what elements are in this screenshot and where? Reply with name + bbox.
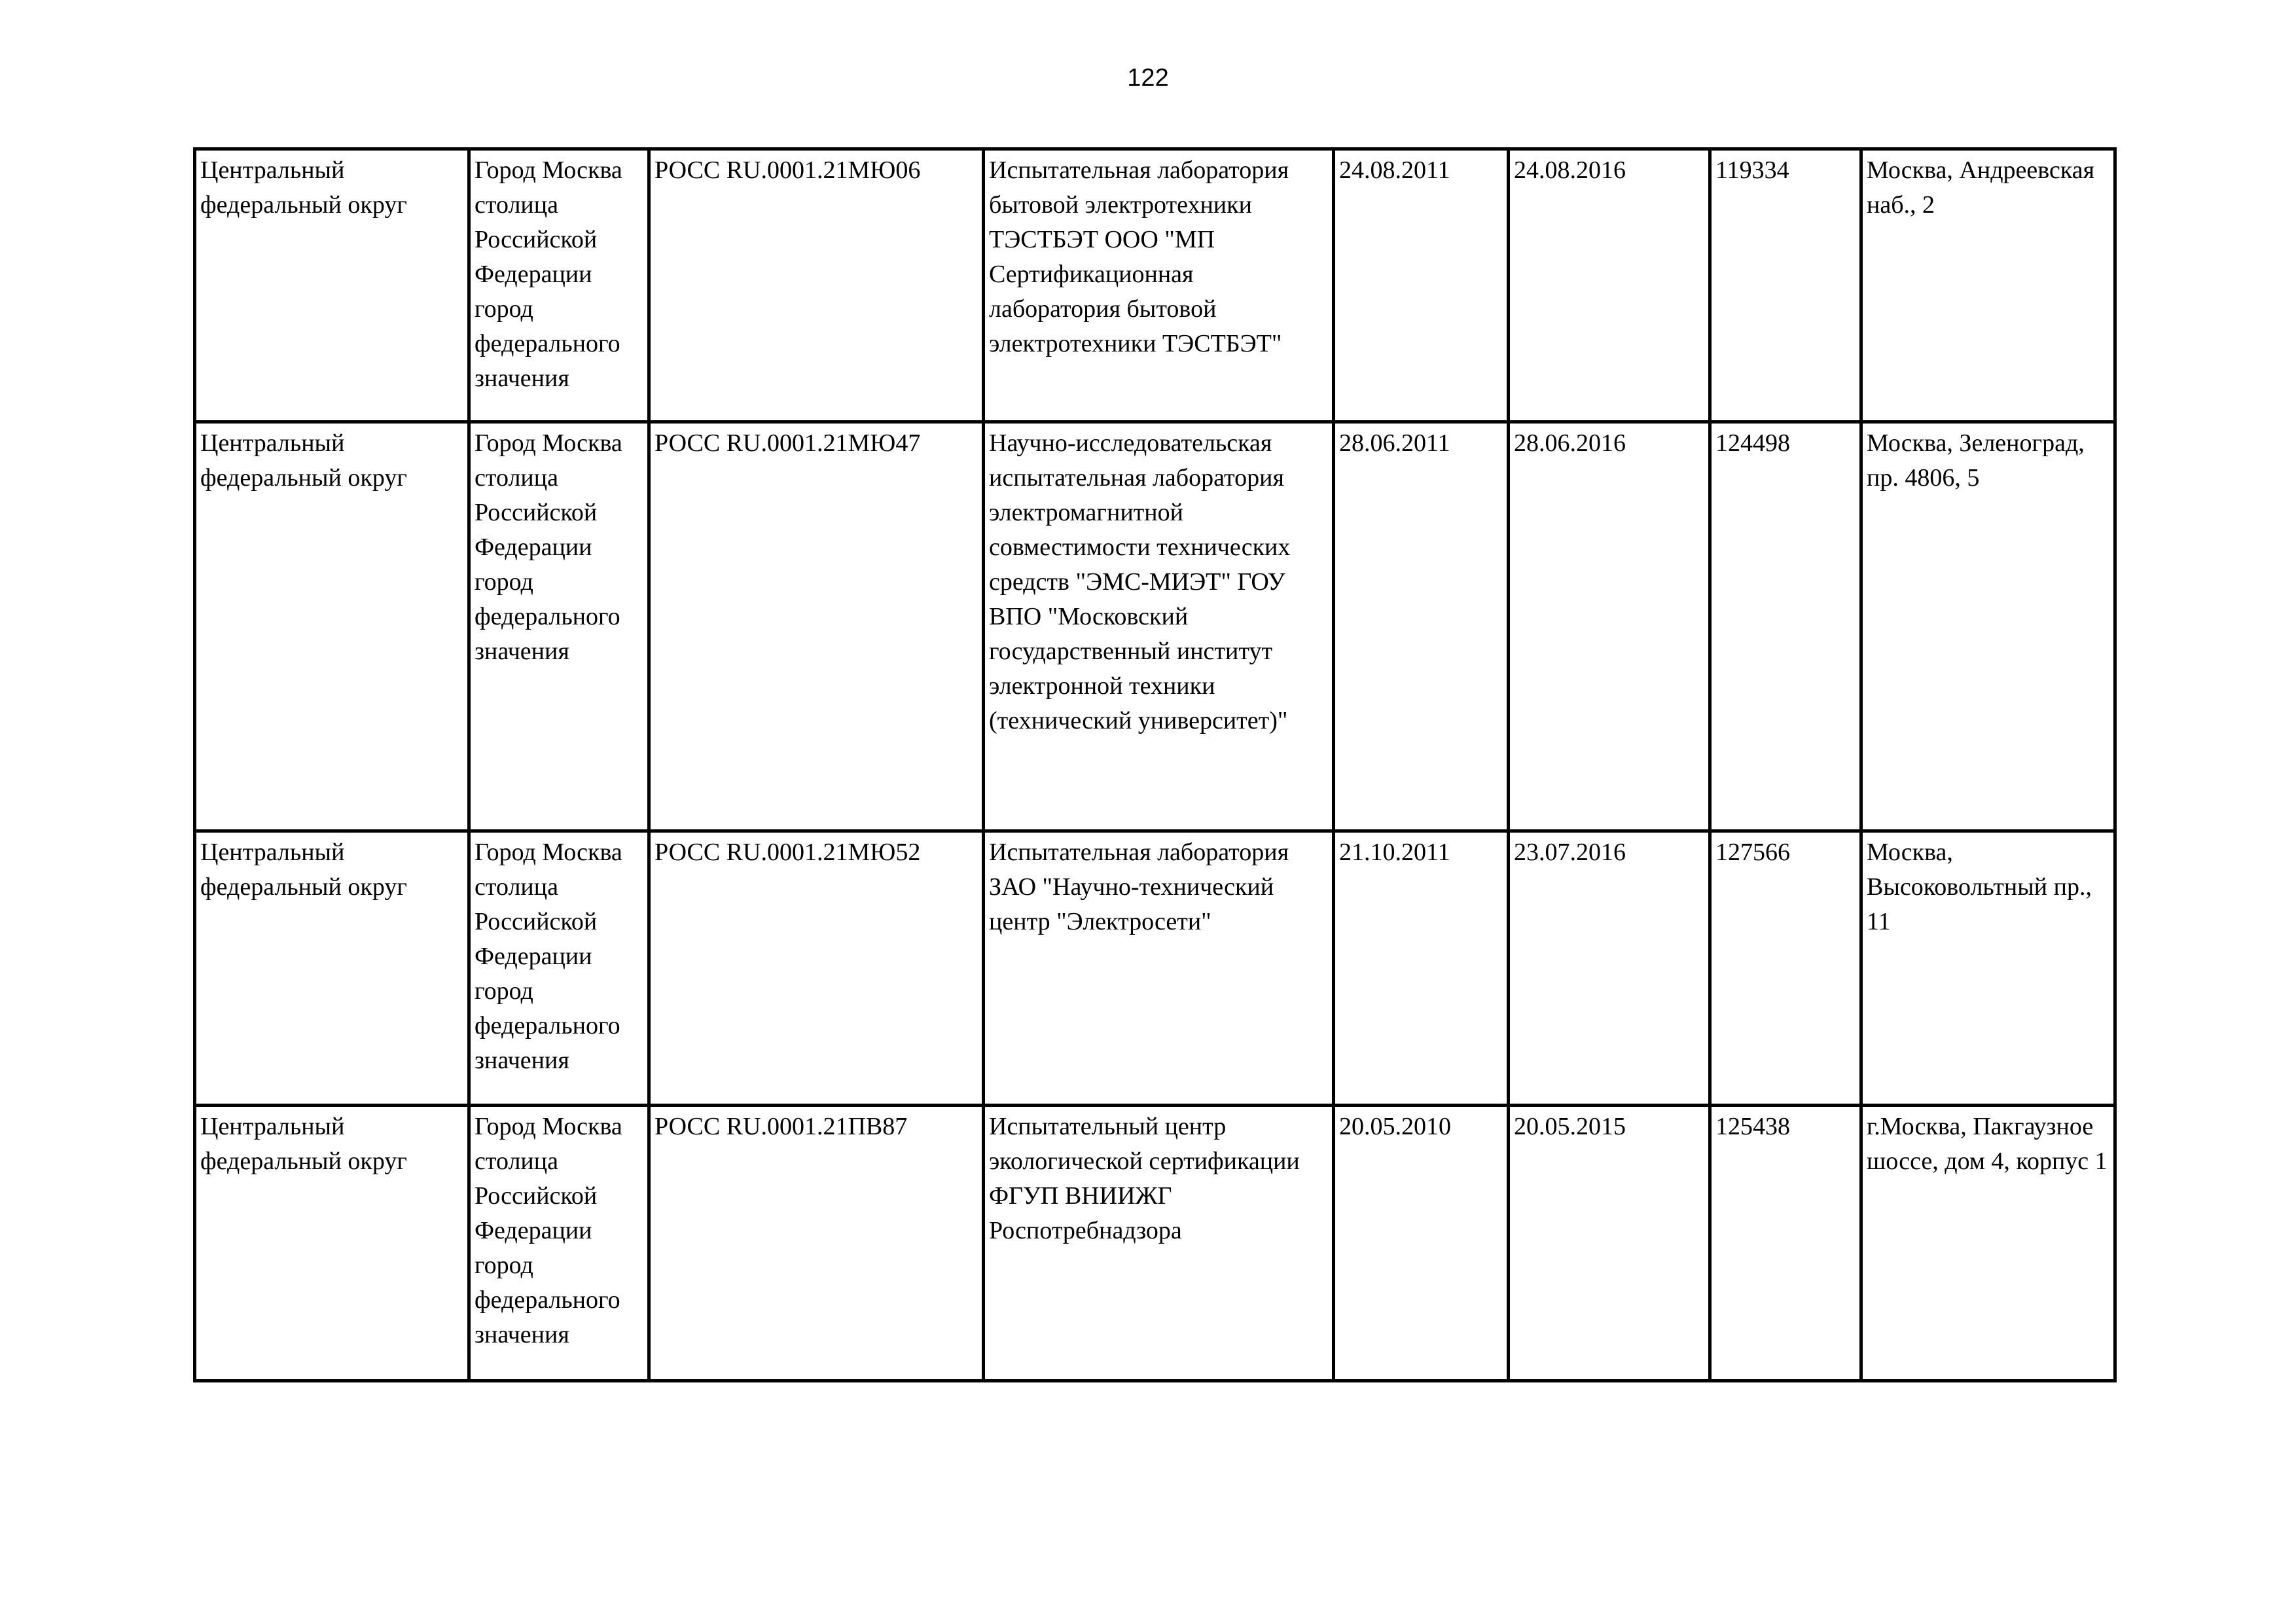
- cell-date-from: 24.08.2011: [1334, 149, 1509, 422]
- cell-address: Москва, Зеленоград, пр. 4806, 5: [1861, 422, 2115, 831]
- cell-address: Москва, Андреевская наб., 2: [1861, 149, 2115, 422]
- cell-postcode: 125438: [1710, 1106, 1861, 1381]
- cell-district: Центральный федеральный округ: [195, 422, 469, 831]
- table-row: [195, 422, 2115, 831]
- cell-date-from: 20.05.2010: [1334, 1106, 1509, 1381]
- cell-accreditation: РОСС RU.0001.21ПВ87: [649, 1106, 984, 1381]
- table-row: [195, 831, 2115, 1106]
- cell-address: Москва, Высоковольтный пр., 11: [1861, 831, 2115, 1106]
- cell-region: Город Москва столица Российской Федерации город федерального значения: [469, 422, 649, 831]
- cell-date-to: 20.05.2015: [1509, 1106, 1710, 1381]
- table-row: [195, 149, 2115, 422]
- cell-postcode: 124498: [1710, 422, 1861, 831]
- cell-postcode: 127566: [1710, 831, 1861, 1106]
- cell-district: Центральный федеральный округ: [195, 1106, 469, 1381]
- cell-organization: Испытательная лаборатория бытовой электротехники ТЭСТБЭТ ООО "МП Сертификационная лаборатория бытовой электротехники ТЭСТБЭТ": [984, 149, 1334, 422]
- cell-address: г.Москва, Пакгаузное шоссе, дом 4, корпус 1: [1861, 1106, 2115, 1381]
- cell-region: Город Москва столица Российской Федерации город федерального значения: [469, 1106, 649, 1381]
- cell-postcode: 119334: [1710, 149, 1861, 422]
- cell-organization: Научно-исследовательская испытательная лаборатория электромагнитной совместимости технических средств "ЭМС-МИЭТ" ГОУ ВПО "Московский государственный институт электронной техники (технический университет)": [984, 422, 1334, 831]
- registry-table: [193, 147, 2117, 1382]
- cell-accreditation: РОСС RU.0001.21МЮ52: [649, 831, 984, 1106]
- cell-region: Город Москва столица Российской Федерации город федерального значения: [469, 831, 649, 1106]
- cell-organization: Испытательная лаборатория ЗАО "Научно-технический центр "Электросети": [984, 831, 1334, 1106]
- page-number: 122: [1127, 64, 1169, 92]
- cell-date-to: 23.07.2016: [1509, 831, 1710, 1106]
- cell-date-from: 28.06.2011: [1334, 422, 1509, 831]
- cell-region: Город Москва столица Российской Федерации город федерального значения: [469, 149, 649, 422]
- table-row: [195, 1106, 2115, 1381]
- cell-accreditation: РОСС RU.0001.21МЮ47: [649, 422, 984, 831]
- cell-date-to: 28.06.2016: [1509, 422, 1710, 831]
- cell-date-from: 21.10.2011: [1334, 831, 1509, 1106]
- cell-district: Центральный федеральный округ: [195, 149, 469, 422]
- cell-date-to: 24.08.2016: [1509, 149, 1710, 422]
- cell-organization: Испытательный центр экологической сертификации ФГУП ВНИИЖГ Роспотребнадзора: [984, 1106, 1334, 1381]
- cell-accreditation: РОСС RU.0001.21МЮ06: [649, 149, 984, 422]
- cell-district: Центральный федеральный округ: [195, 831, 469, 1106]
